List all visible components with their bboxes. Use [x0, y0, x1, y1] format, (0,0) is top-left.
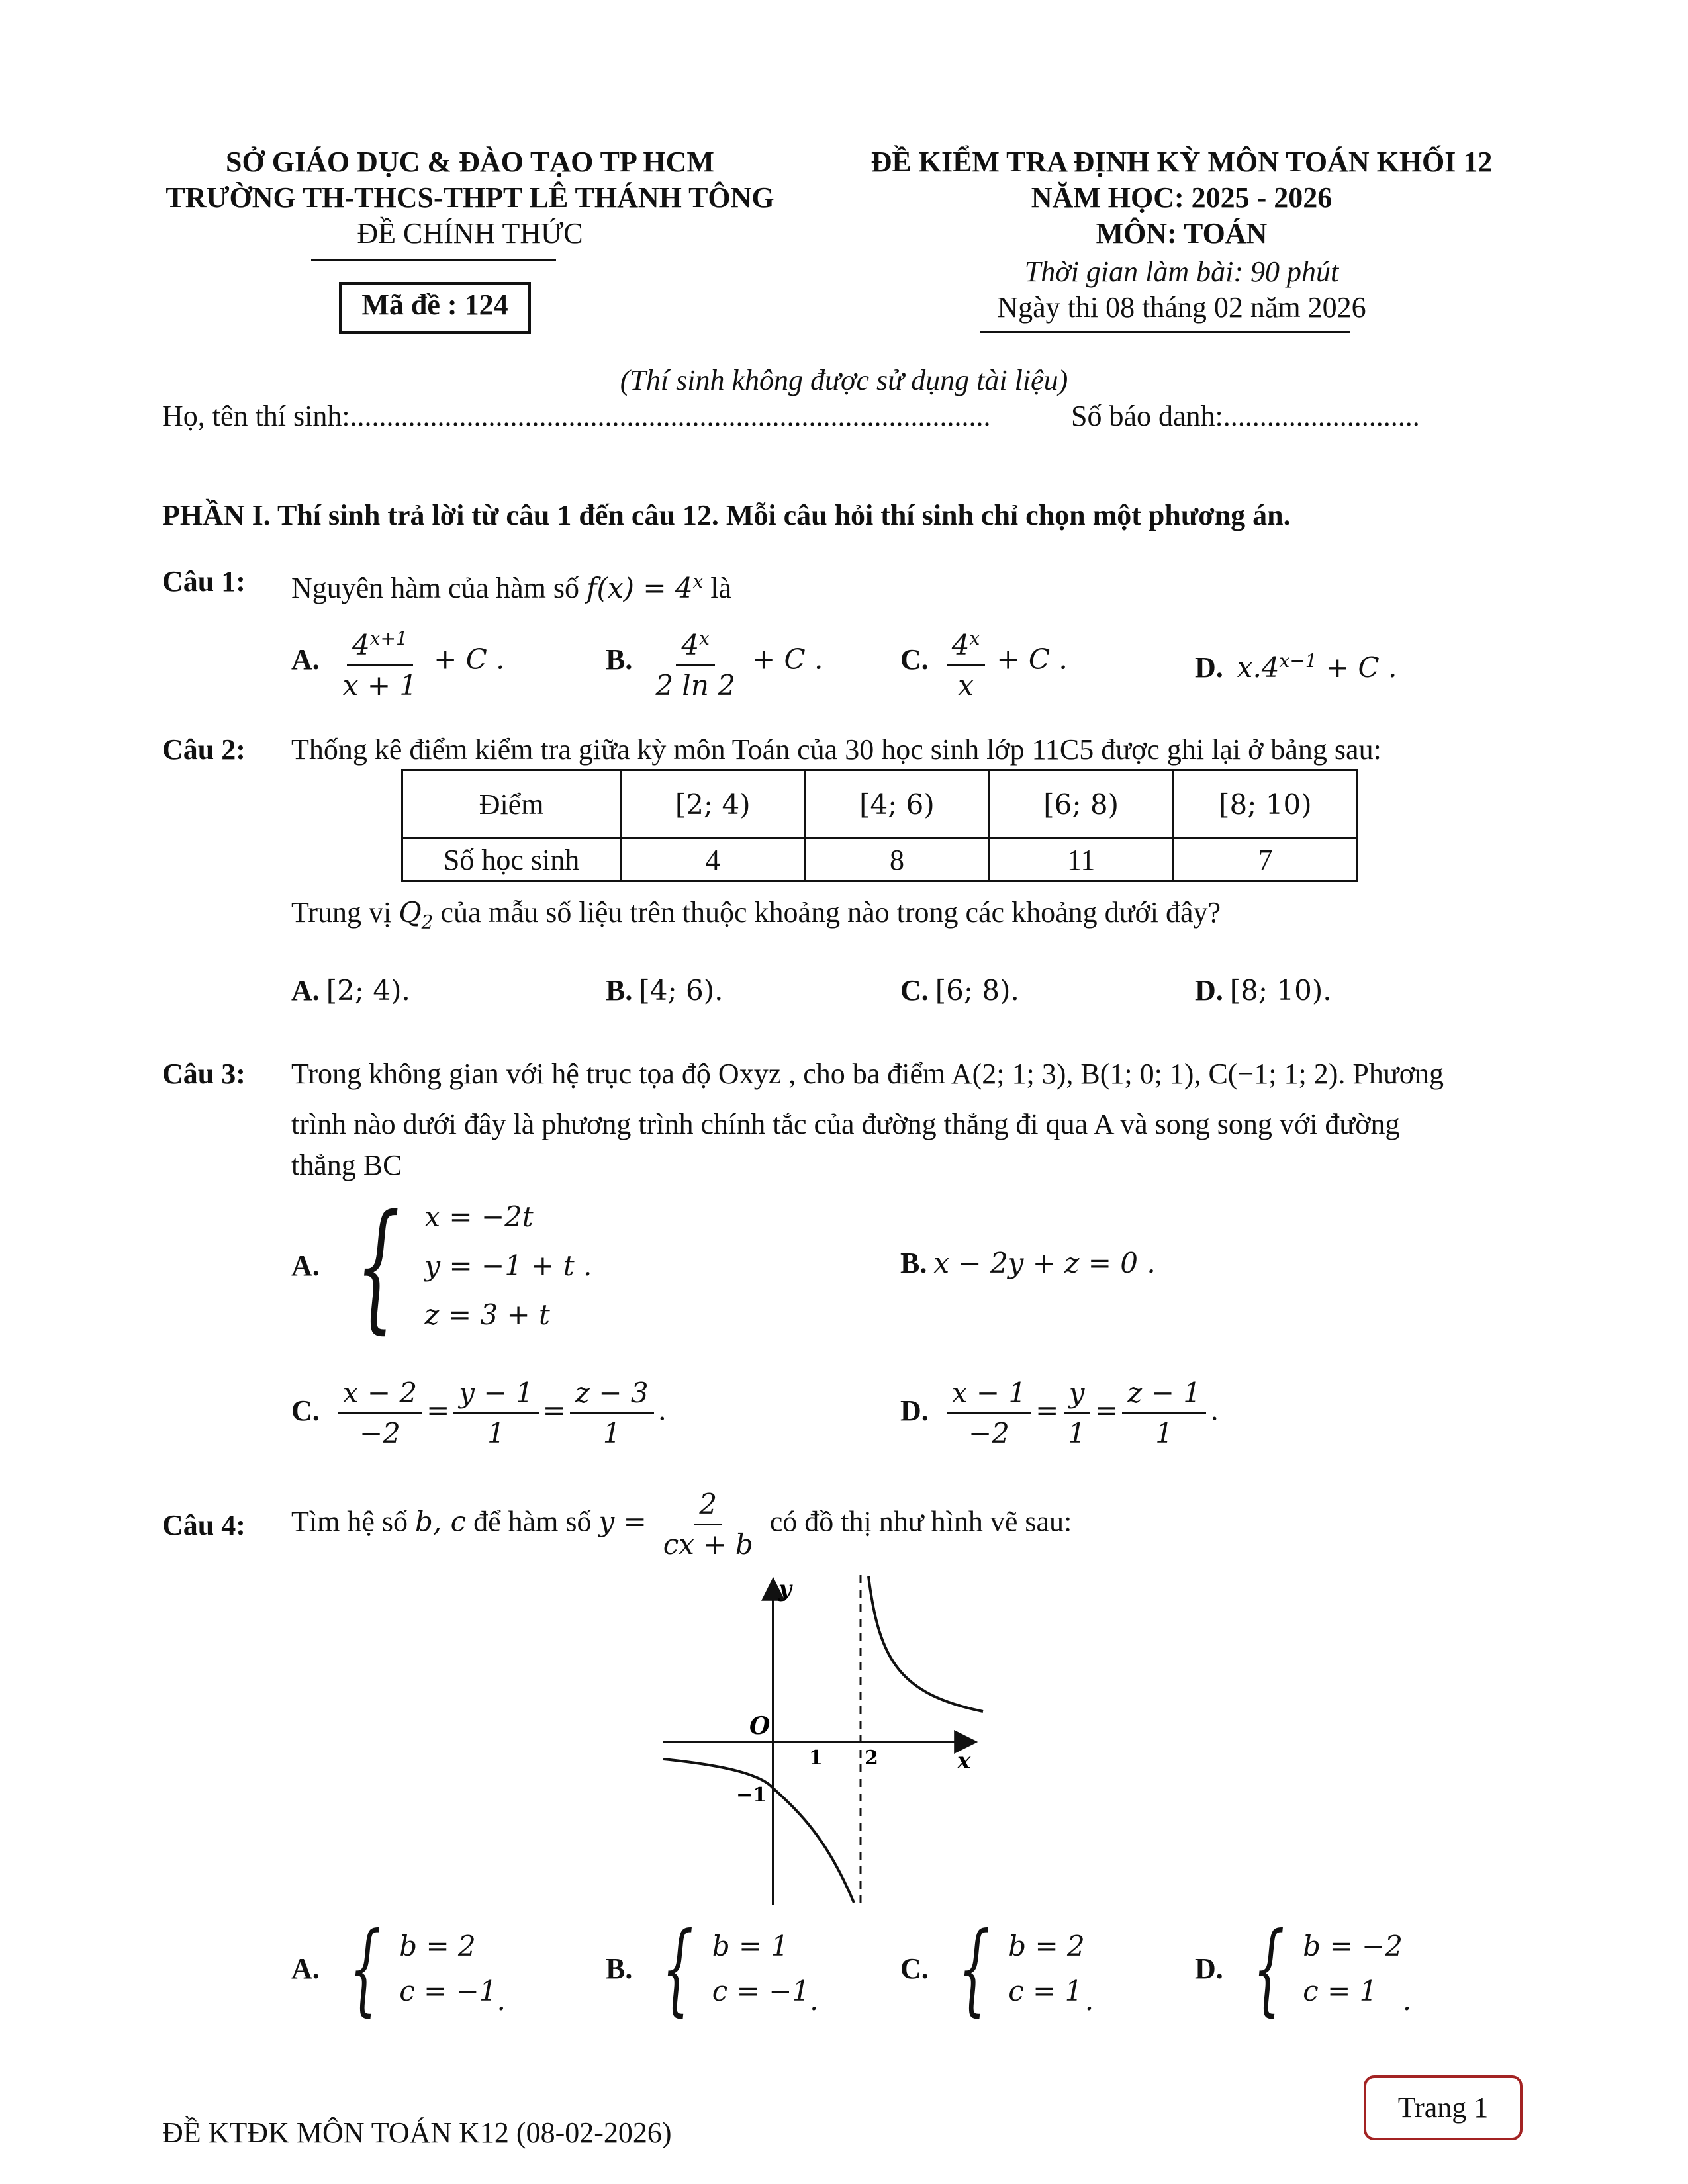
q1-option-b[interactable]: B. $\frac{4^x}{2 \ln 2}$ + C .: [606, 622, 823, 702]
exam-title: ĐỀ KIỂM TRA ĐỊNH KỲ MÔN TOÁN KHỐI 12: [870, 146, 1493, 178]
school-name: TRƯỜNG TH-THCS-THPT LÊ THÁNH TÔNG: [165, 181, 774, 214]
subject: MÔN: TOÁN: [1096, 217, 1268, 250]
left-branch: [663, 1759, 854, 1903]
table-row: [402, 839, 1358, 882]
q3-label: Câu 3:: [162, 1058, 246, 1090]
q3-option-b[interactable]: B. x − 2y + z = 0 .: [900, 1247, 1156, 1279]
table-cell: 11: [989, 839, 1173, 882]
table-cell: 7: [1173, 839, 1357, 882]
q4-option-a[interactable]: A. { b = 2 c = −1 .: [291, 1911, 506, 2026]
tick-minus1-label: −1: [736, 1784, 767, 1807]
q4-option-b[interactable]: B. { b = 1 c = −1 .: [606, 1911, 819, 2026]
tick-1-label: 1: [809, 1747, 823, 1770]
table-cell: [4; 6): [805, 770, 989, 839]
q3-option-a[interactable]: A. { x = −2t y = −1 + t . z = 3 + t: [291, 1185, 592, 1347]
q1-tail: là: [710, 572, 732, 604]
y-axis-label: y: [778, 1576, 792, 1602]
table-cell: [8; 10): [1173, 770, 1357, 839]
table-cell: 8: [805, 839, 989, 882]
duration: Thời gian làm bài: 90 phút: [1024, 255, 1339, 288]
q4-option-c[interactable]: C. { b = 2 c = 1 .: [900, 1911, 1094, 2026]
q4-label: Câu 4:: [162, 1509, 246, 1541]
q3-option-d[interactable]: D. $\frac{x - 1}{-2}$ = $\frac{y}{1}$ = $\frac{z - 1}{1}$ .: [900, 1377, 1219, 1449]
table-cell: Điểm: [402, 770, 621, 839]
q1-text: Nguyên hàm của hàm số: [291, 572, 579, 604]
brace-icon: {: [349, 1911, 381, 2026]
q1-option-d[interactable]: D. $x.4^{x-1} + C$ .: [1195, 650, 1397, 684]
x-axis-label: x: [957, 1748, 971, 1774]
q2-option-d[interactable]: D. [8; 10).: [1195, 974, 1332, 1007]
student-name-field: Họ, tên thí sinh:........................................................................................: [162, 400, 991, 432]
tick-2-label: 2: [865, 1747, 878, 1770]
school-year: NĂM HỌC: 2025 - 2026: [1031, 181, 1333, 214]
q2-option-a[interactable]: A. [2; 4).: [291, 974, 410, 1007]
function-graph: [649, 1569, 1019, 1913]
origin-label: O: [749, 1712, 771, 1740]
q2-option-c[interactable]: C. [6; 8).: [900, 974, 1019, 1007]
q2-text: Thống kê điểm kiểm tra giữa kỳ môn Toán của 30 học sinh lớp 11C5 được ghi lại ở bảng sau:: [291, 733, 1382, 766]
q1-label: Câu 1:: [162, 565, 246, 598]
official-underline: [311, 259, 556, 261]
q3-line1: Trong không gian với hệ trục tọa độ Oxyz , cho ba điểm A(2; 1; 3), B(1; 0; 1), C(−1; 1; 2). Phương: [291, 1058, 1444, 1090]
q1-stem: [291, 564, 731, 606]
q4-option-d[interactable]: D. { b = −2 c = 1 .: [1195, 1911, 1412, 2026]
exam-code: Mã đề : 124: [361, 289, 508, 321]
score-table: [401, 769, 1358, 882]
q2-question: Trung vị $Q_2$ của mẫu số liệu trên thuộc khoảng nào trong các khoảng dưới đây?: [291, 896, 1221, 933]
q3-option-c[interactable]: C. $\frac{x - 2}{-2}$ = $\frac{y - 1}{1}$ = $\frac{z - 3}{1}$ .: [291, 1377, 667, 1449]
school-department: SỞ GIÁO DỤC & ĐÀO TẠO TP HCM: [226, 146, 714, 178]
page-number: Trang 1: [1397, 2091, 1489, 2124]
q2-label: Câu 2:: [162, 733, 246, 766]
brace-icon: {: [1252, 1911, 1285, 2026]
right-branch: [868, 1576, 983, 1711]
q1-formula: $f(x) = 4^x$: [586, 570, 704, 604]
q1-option-c[interactable]: C. $\frac{4^x}{x}$ + C .: [900, 622, 1068, 702]
q4-stem: Tìm hệ số b, c để hàm số y = $\frac{2}{cx + b}$ có đồ thị như hình vẽ sau:: [291, 1488, 1072, 1561]
table-row: [402, 770, 1358, 839]
table-cell: 4: [621, 839, 805, 882]
official-label: ĐỀ CHÍNH THỨC: [357, 217, 583, 250]
q3-line3: thẳng BC: [291, 1149, 402, 1181]
q1-option-a[interactable]: A. $\frac{4^{x+1}}{x + 1}$ + C .: [291, 622, 504, 702]
table-cell: [2; 4): [621, 770, 805, 839]
no-materials-note: (Thí sinh không được sử dụng tài liệu): [620, 364, 1068, 396]
footer-left: ĐỀ KTĐK MÔN TOÁN K12 (08-02-2026): [162, 2116, 672, 2149]
date-underline: [980, 331, 1350, 333]
table-cell: [6; 8): [989, 770, 1173, 839]
table-cell: Số học sinh: [402, 839, 621, 882]
brace-icon: {: [958, 1911, 990, 2026]
brace-icon: {: [355, 1185, 400, 1347]
exam-date: Ngày thi 08 tháng 02 năm 2026: [997, 291, 1366, 324]
student-id-field: Số báo danh:...........................: [1071, 400, 1420, 432]
brace-icon: {: [662, 1911, 694, 2026]
median-symbol: $Q_2$: [399, 896, 434, 933]
q2-option-b[interactable]: B. [4; 6).: [606, 974, 724, 1007]
part1-title: PHẦN I. Thí sinh trả lời từ câu 1 đến câu 12. Mỗi câu hỏi thí sinh chỉ chọn một phương án.: [162, 499, 1291, 531]
q3-line2: trình nào dưới đây là phương trình chính tắc của đường thẳng đi qua A và song song với đường: [291, 1108, 1400, 1140]
